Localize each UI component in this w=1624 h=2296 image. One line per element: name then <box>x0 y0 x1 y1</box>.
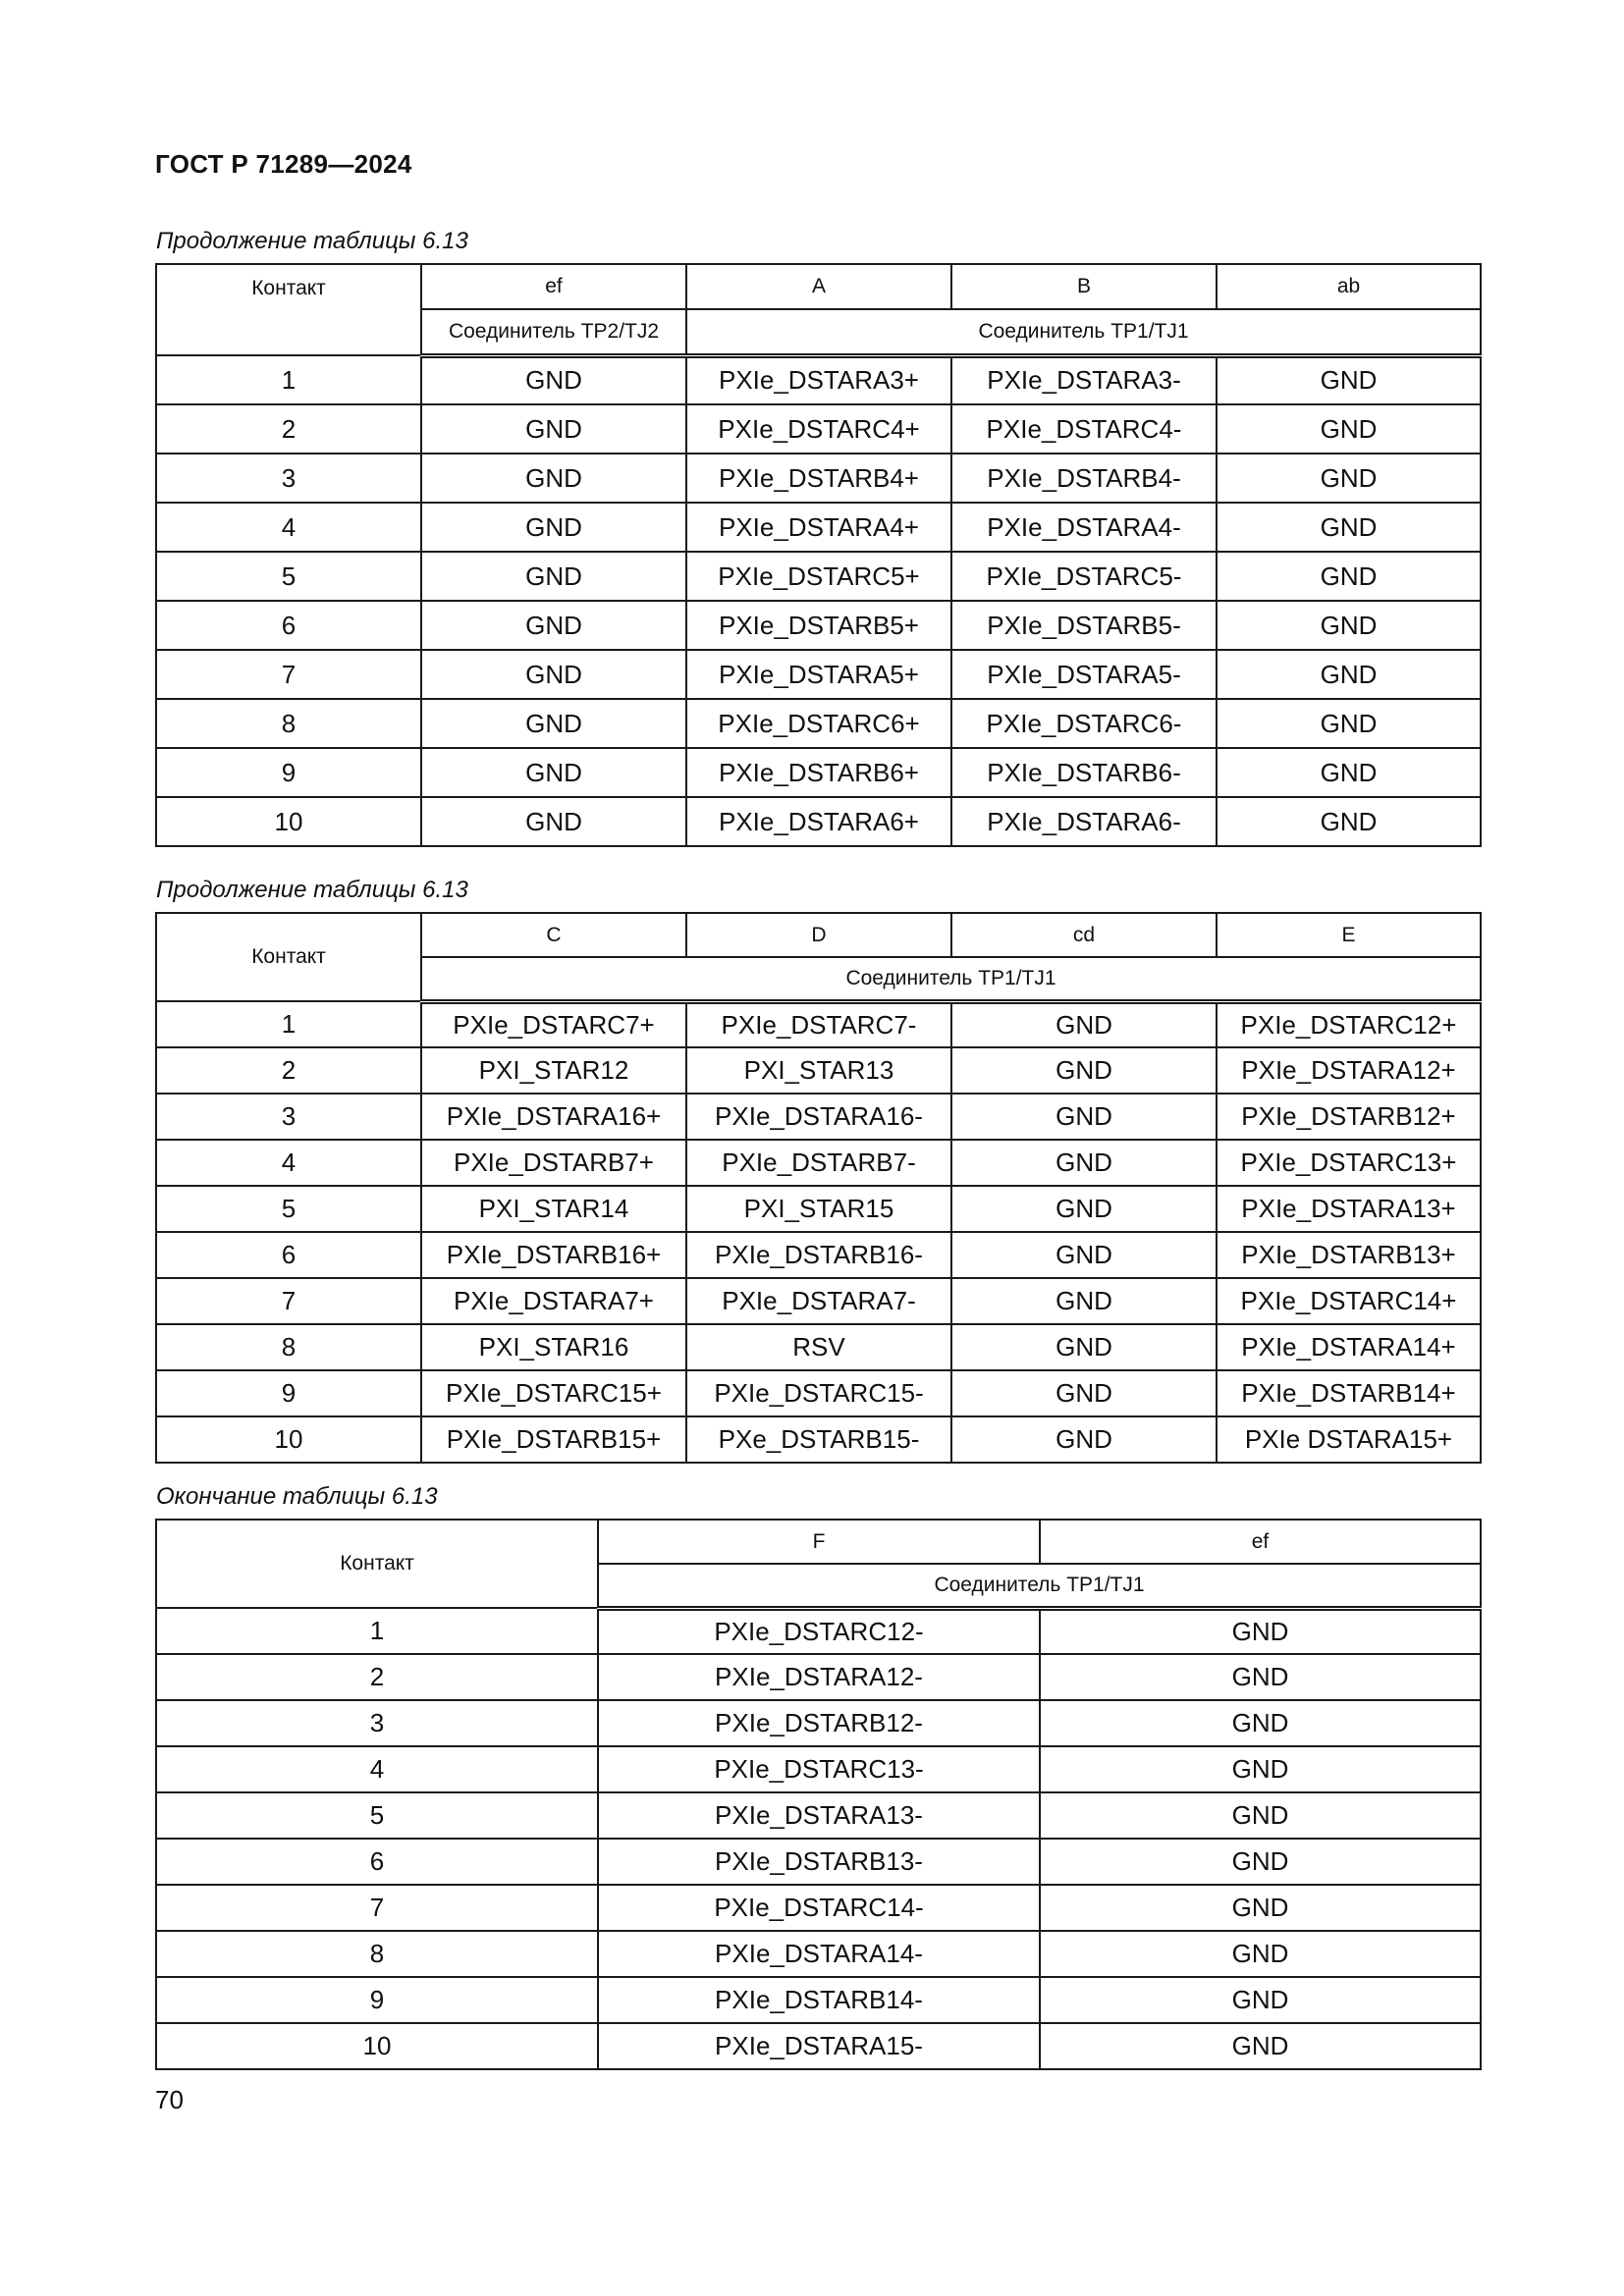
signal-cell: PXIe_DSTARA16- <box>686 1094 951 1140</box>
signal-cell: GND <box>951 1416 1217 1463</box>
connector-header: Соединитель TP1/TJ1 <box>686 309 1481 355</box>
signal-cell: PXIe_DSTARB12+ <box>1217 1094 1481 1140</box>
signal-cell: PXIe_DSTARC14- <box>598 1885 1040 1931</box>
column-header: E <box>1217 913 1481 957</box>
signal-cell: GND <box>951 1324 1217 1370</box>
signal-cell: PXIe_DSTARA15- <box>598 2023 1040 2069</box>
column-header: ab <box>1217 264 1481 309</box>
signal-cell: GND <box>421 601 686 650</box>
contact-number-cell: 9 <box>156 1977 598 2023</box>
connector-header: Соединитель TP2/TJ2 <box>421 309 686 355</box>
contact-number-cell: 3 <box>156 1094 421 1140</box>
signal-cell: PXIe_DSTARA5- <box>951 650 1217 699</box>
signal-cell: PXI_STAR15 <box>686 1186 951 1232</box>
table-row <box>156 1140 1481 1186</box>
signal-cell: PXIe_DSTARA16+ <box>421 1094 686 1140</box>
contact-number-cell: 10 <box>156 797 421 846</box>
table-row <box>156 1047 1481 1094</box>
table-row <box>156 1654 1481 1700</box>
signal-cell: PXIe_DSTARC15+ <box>421 1370 686 1416</box>
signal-cell: PXIe_DSTARC12- <box>598 1608 1040 1654</box>
contact-number-cell: 4 <box>156 503 421 552</box>
signal-cell: GND <box>1040 1654 1481 1700</box>
signal-cell: GND <box>1040 1885 1481 1931</box>
signal-cell: PXIe_DSTARC13+ <box>1217 1140 1481 1186</box>
signal-cell: GND <box>421 503 686 552</box>
table-row <box>156 1885 1481 1931</box>
table-row <box>156 1232 1481 1278</box>
pinout-table-1 <box>155 263 1482 847</box>
table-caption: Продолжение таблицы 6.13 <box>156 877 468 903</box>
contact-number-cell: 7 <box>156 1278 421 1324</box>
signal-cell: GND <box>1040 1839 1481 1885</box>
table-row <box>156 748 1481 797</box>
table-row <box>156 404 1481 454</box>
column-header: A <box>686 264 951 309</box>
contact-number-cell: 3 <box>156 1700 598 1746</box>
signal-cell: PXIe_DSTARA13+ <box>1217 1186 1481 1232</box>
signal-cell: PXI_STAR13 <box>686 1047 951 1094</box>
contact-number-cell: 6 <box>156 601 421 650</box>
signal-cell: PXI_STAR16 <box>421 1324 686 1370</box>
signal-cell: GND <box>1217 404 1481 454</box>
signal-cell: PXIe_DSTARA14+ <box>1217 1324 1481 1370</box>
table-row <box>156 355 1481 404</box>
signal-cell: GND <box>1040 2023 1481 2069</box>
signal-cell: PXIe_DSTARB15+ <box>421 1416 686 1463</box>
signal-cell: PXIe_DSTARC14+ <box>1217 1278 1481 1324</box>
table-row <box>156 1792 1481 1839</box>
signal-cell: GND <box>421 404 686 454</box>
table-row <box>156 1324 1481 1370</box>
column-header: cd <box>951 913 1217 957</box>
signal-cell: PXIe_DSTARA7+ <box>421 1278 686 1324</box>
signal-cell: PXIe_DSTARC13- <box>598 1746 1040 1792</box>
column-header: F <box>598 1520 1040 1564</box>
signal-cell: GND <box>951 1370 1217 1416</box>
table-caption: Окончание таблицы 6.13 <box>156 1483 438 1510</box>
table-row <box>156 1186 1481 1232</box>
contact-number-cell: 8 <box>156 1931 598 1977</box>
signal-cell: PXIe_DSTARC6- <box>951 699 1217 748</box>
signal-cell: GND <box>1217 699 1481 748</box>
pinout-table-2 <box>155 912 1482 1464</box>
signal-cell: PXIe_DSTARB6- <box>951 748 1217 797</box>
signal-cell: PXIe_DSTARB14+ <box>1217 1370 1481 1416</box>
table-row <box>156 650 1481 699</box>
signal-cell: PXIe_DSTARC7+ <box>421 1001 686 1047</box>
table-row <box>156 503 1481 552</box>
signal-cell: PXIe_DSTARA3- <box>951 355 1217 404</box>
signal-cell: PXIe_DSTARC4+ <box>686 404 951 454</box>
contact-number-cell: 3 <box>156 454 421 503</box>
signal-cell: GND <box>1040 1700 1481 1746</box>
connector-header: Соединитель TP1/TJ1 <box>421 957 1481 1001</box>
contact-number-cell: 4 <box>156 1140 421 1186</box>
signal-cell: PXIe_DSTARA14- <box>598 1931 1040 1977</box>
signal-cell: GND <box>1217 454 1481 503</box>
signal-cell: GND <box>1217 797 1481 846</box>
signal-cell: PXIe DSTARA15+ <box>1217 1416 1481 1463</box>
signal-cell: PXIe_DSTARB7+ <box>421 1140 686 1186</box>
table-row <box>156 1700 1481 1746</box>
signal-cell: GND <box>1040 1608 1481 1654</box>
contact-number-cell: 1 <box>156 1001 421 1047</box>
signal-cell: PXIe_DSTARA13- <box>598 1792 1040 1839</box>
contact-number-cell: 7 <box>156 1885 598 1931</box>
contact-number-cell: 1 <box>156 1608 598 1654</box>
column-header: ef <box>421 264 686 309</box>
signal-cell: GND <box>1040 1746 1481 1792</box>
table-row <box>156 1094 1481 1140</box>
signal-cell: GND <box>951 1232 1217 1278</box>
signal-cell: PXIe_DSTARB7- <box>686 1140 951 1186</box>
contact-number-cell: 8 <box>156 1324 421 1370</box>
signal-cell: GND <box>1217 355 1481 404</box>
signal-cell: PXIe_DSTARC6+ <box>686 699 951 748</box>
signal-cell: PXI_STAR14 <box>421 1186 686 1232</box>
contact-header: Контакт <box>156 264 421 355</box>
contact-number-cell: 5 <box>156 552 421 601</box>
table-row <box>156 1001 1481 1047</box>
signal-cell: GND <box>421 650 686 699</box>
signal-cell: GND <box>1217 748 1481 797</box>
signal-cell: PXIe_DSTARB14- <box>598 1977 1040 2023</box>
contact-number-cell: 6 <box>156 1839 598 1885</box>
signal-cell: GND <box>1040 1931 1481 1977</box>
table-row <box>156 1839 1481 1885</box>
signal-cell: PXIe_DSTARB16+ <box>421 1232 686 1278</box>
signal-cell: PXIe_DSTARB12- <box>598 1700 1040 1746</box>
contact-number-cell: 9 <box>156 1370 421 1416</box>
connector-header: Соединитель TP1/TJ1 <box>598 1564 1481 1608</box>
signal-cell: GND <box>1040 1977 1481 2023</box>
signal-cell: PXIe_DSTARB16- <box>686 1232 951 1278</box>
column-header: D <box>686 913 951 957</box>
column-header: B <box>951 264 1217 309</box>
signal-cell: RSV <box>686 1324 951 1370</box>
signal-cell: GND <box>1217 650 1481 699</box>
signal-cell: PXIe_DSTARA12- <box>598 1654 1040 1700</box>
contact-number-cell: 2 <box>156 1654 598 1700</box>
signal-cell: GND <box>1040 1792 1481 1839</box>
signal-cell: PXIe_DSTARB4- <box>951 454 1217 503</box>
signal-cell: PXIe_DSTARA4- <box>951 503 1217 552</box>
table-row <box>156 1416 1481 1463</box>
signal-cell: GND <box>421 552 686 601</box>
signal-cell: PXIe_DSTARA6+ <box>686 797 951 846</box>
signal-cell: PXIe_DSTARA7- <box>686 1278 951 1324</box>
contact-header: Контакт <box>156 913 421 1001</box>
signal-cell: PXI_STAR12 <box>421 1047 686 1094</box>
signal-cell: PXIe_DSTARB13+ <box>1217 1232 1481 1278</box>
pinout-table-3 <box>155 1519 1482 2070</box>
signal-cell: PXIe_DSTARB5- <box>951 601 1217 650</box>
table-row <box>156 552 1481 601</box>
contact-number-cell: 10 <box>156 1416 421 1463</box>
signal-cell: GND <box>1217 552 1481 601</box>
signal-cell: PXIe_DSTARC4- <box>951 404 1217 454</box>
signal-cell: PXIe_DSTARA12+ <box>1217 1047 1481 1094</box>
signal-cell: GND <box>951 1186 1217 1232</box>
contact-header: Контакт <box>156 1520 598 1608</box>
signal-cell: PXIe_DSTARB6+ <box>686 748 951 797</box>
signal-cell: GND <box>1217 503 1481 552</box>
table-row <box>156 601 1481 650</box>
signal-cell: PXIe_DSTARA3+ <box>686 355 951 404</box>
table-row <box>156 1370 1481 1416</box>
table-row <box>156 1931 1481 1977</box>
table-row <box>156 1608 1481 1654</box>
contact-number-cell: 1 <box>156 355 421 404</box>
signal-cell: PXIe_DSTARC5+ <box>686 552 951 601</box>
column-header: ef <box>1040 1520 1481 1564</box>
contact-number-cell: 9 <box>156 748 421 797</box>
table-row <box>156 1977 1481 2023</box>
signal-cell: GND <box>421 454 686 503</box>
table-row <box>156 797 1481 846</box>
contact-number-cell: 8 <box>156 699 421 748</box>
signal-cell: GND <box>951 1140 1217 1186</box>
signal-cell: PXIe_DSTARC12+ <box>1217 1001 1481 1047</box>
contact-number-cell: 4 <box>156 1746 598 1792</box>
signal-cell: GND <box>951 1047 1217 1094</box>
signal-cell: GND <box>421 355 686 404</box>
signal-cell: GND <box>421 748 686 797</box>
signal-cell: PXIe_DSTARB4+ <box>686 454 951 503</box>
signal-cell: PXIe_DSTARA6- <box>951 797 1217 846</box>
contact-number-cell: 2 <box>156 404 421 454</box>
page-number: 70 <box>155 2085 184 2114</box>
table-row <box>156 454 1481 503</box>
column-header: C <box>421 913 686 957</box>
signal-cell: PXe_DSTARB15- <box>686 1416 951 1463</box>
signal-cell: PXIe_DSTARC5- <box>951 552 1217 601</box>
signal-cell: GND <box>951 1001 1217 1047</box>
signal-cell: GND <box>421 797 686 846</box>
contact-number-cell: 5 <box>156 1792 598 1839</box>
contact-number-cell: 2 <box>156 1047 421 1094</box>
signal-cell: GND <box>1217 601 1481 650</box>
signal-cell: PXIe_DSTARC15- <box>686 1370 951 1416</box>
contact-number-cell: 10 <box>156 2023 598 2069</box>
contact-number-cell: 6 <box>156 1232 421 1278</box>
table-row <box>156 699 1481 748</box>
signal-cell: GND <box>951 1094 1217 1140</box>
table-row <box>156 1278 1481 1324</box>
signal-cell: PXIe_DSTARB13- <box>598 1839 1040 1885</box>
table-row <box>156 1746 1481 1792</box>
document-header: ГОСТ Р 71289—2024 <box>155 149 412 179</box>
signal-cell: GND <box>951 1278 1217 1324</box>
contact-number-cell: 7 <box>156 650 421 699</box>
signal-cell: GND <box>421 699 686 748</box>
table-caption: Продолжение таблицы 6.13 <box>156 228 468 254</box>
signal-cell: PXIe_DSTARA5+ <box>686 650 951 699</box>
signal-cell: PXIe_DSTARC7- <box>686 1001 951 1047</box>
table-row <box>156 2023 1481 2069</box>
signal-cell: PXIe_DSTARB5+ <box>686 601 951 650</box>
signal-cell: PXIe_DSTARA4+ <box>686 503 951 552</box>
contact-number-cell: 5 <box>156 1186 421 1232</box>
